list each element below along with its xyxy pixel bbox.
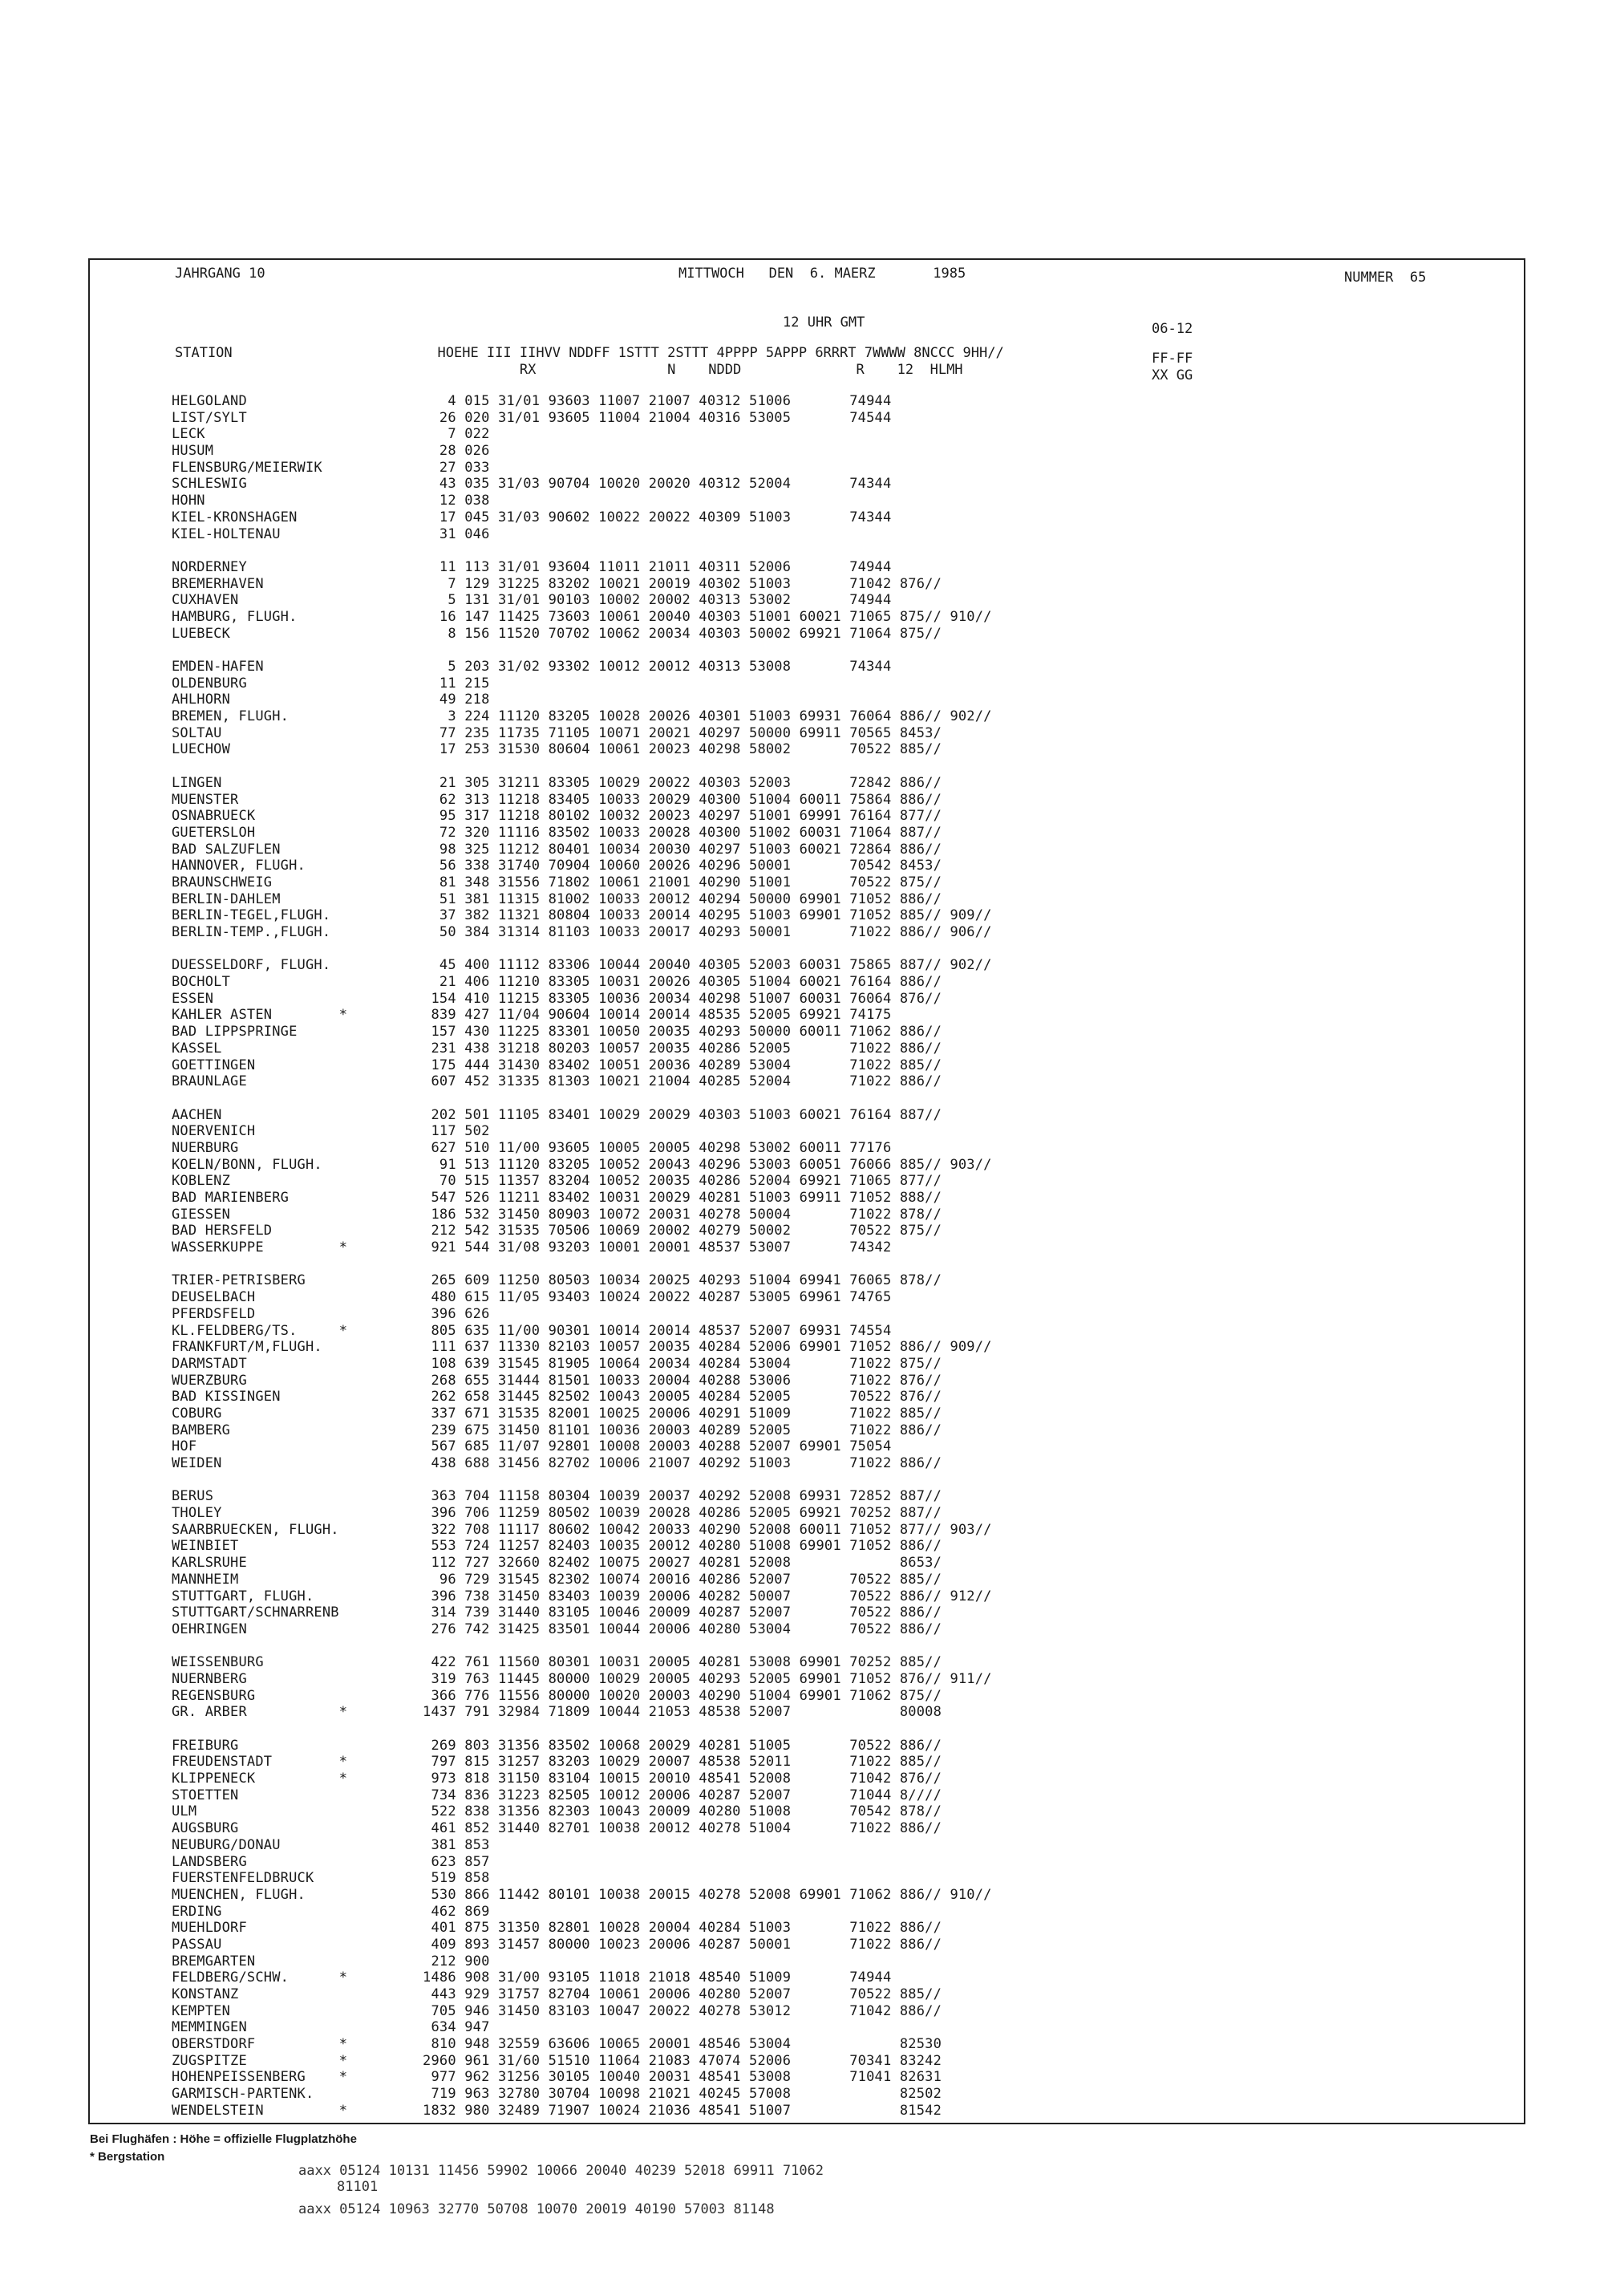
station-row: STOETTEN 734 836 31223 82505 10012 20006 40287 52007 71044 8//// bbox=[172, 1787, 942, 1803]
station-row: SAARBRUECKEN, FLUGH. 322 708 11117 80602 10042 20033 40290 52008 60011 71052 877// 903// bbox=[172, 1521, 992, 1538]
station-row: NORDERNEY 11 113 31/01 93604 11011 21011 40311 52006 74944 bbox=[172, 558, 892, 575]
station-row: GARMISCH-PARTENK. 719 963 32780 30704 10098 21021 40245 57008 82502 bbox=[172, 2086, 942, 2103]
station-row: PASSAU 409 893 31457 80000 10023 20006 40287 50001 71022 886// bbox=[172, 1936, 942, 1953]
station-row: STUTTGART, FLUGH. 396 738 31450 83403 10039 20006 40282 50007 70522 886// 912// bbox=[172, 1588, 992, 1604]
station-row: KIEL-KRONSHAGEN 17 045 31/03 90602 10022 20022 40309 51003 74344 bbox=[172, 509, 892, 525]
station-row: OEHRINGEN 276 742 31425 83501 10044 20006 40280 53004 70522 886// bbox=[172, 1621, 942, 1637]
station-row: OLDENBURG 11 215 bbox=[172, 675, 490, 692]
station-row: AHLHORN 49 218 bbox=[172, 692, 490, 708]
station-row: BOCHOLT 21 406 11210 83305 10031 20026 40305 51004 60021 76164 886// bbox=[172, 974, 942, 991]
station-row: WASSERKUPPE * 921 544 31/08 93203 10001 20001 48537 53007 74342 bbox=[172, 1239, 892, 1256]
station-row: MEMMINGEN 634 947 bbox=[172, 2019, 490, 2036]
station-group bbox=[172, 1654, 992, 1721]
station-row: GUETERSLOH 72 320 11116 83502 10033 20028 40300 51002 60031 71064 887// bbox=[172, 824, 942, 841]
station-row: LINGEN 21 305 31211 83305 10029 20022 40303 52003 72842 886// bbox=[172, 774, 942, 791]
station-row: LECK 7 022 bbox=[172, 426, 490, 443]
station-row: MANNHEIM 96 729 31545 82302 10074 20016 40286 52007 70522 885// bbox=[172, 1571, 942, 1588]
station-row: ERDING 462 869 bbox=[172, 1903, 490, 1920]
station-row: BAD KISSINGEN 262 658 31445 82502 10043 20005 40284 52005 70522 876// bbox=[172, 1389, 942, 1406]
station-row: HOHENPEISSENBERG * 977 962 31256 30105 10040 20031 48541 53008 71041 82631 bbox=[172, 2069, 942, 2086]
station-row: HUSUM 28 026 bbox=[172, 443, 490, 460]
synop-code-3: aaxx 05124 10963 32770 50708 10070 20019 40190 57003 81148 bbox=[298, 2201, 775, 2217]
station-group bbox=[172, 1272, 992, 1471]
station-row: KOBLENZ 70 515 11357 83204 10052 20035 40286 52004 69921 71065 877// bbox=[172, 1173, 942, 1190]
station-row: BERLIN-DAHLEM 51 381 11315 81002 10033 20012 40294 50000 69901 71052 886// bbox=[172, 890, 942, 907]
station-row: KL.FELDBERG/TS. * 805 635 11/00 90301 10014 20014 48537 52007 69931 74554 bbox=[172, 1322, 892, 1339]
synop-code-2: 81101 bbox=[337, 2179, 379, 2195]
station-row: BAD LIPPSPRINGE 157 430 11225 83301 10050 20035 40293 50000 60011 71062 886// bbox=[172, 1024, 942, 1041]
station-row: GIESSEN 186 532 31450 80903 10072 20031 40278 50004 71022 878// bbox=[172, 1206, 942, 1223]
station-row: MUENCHEN, FLUGH. 530 866 11442 80101 10038 20015 40278 52008 69901 71062 886// 910// bbox=[172, 1886, 992, 1903]
station-row: KEMPTEN 705 946 31450 83103 10047 20022 40278 53012 71042 886// bbox=[172, 2002, 942, 2019]
station-group bbox=[172, 1488, 992, 1637]
footnote-mountain: * Bergstation bbox=[90, 2150, 165, 2164]
station-row: KOELN/BONN, FLUGH. 91 513 11120 83205 10052 20043 40296 53003 60051 76066 885// 903// bbox=[172, 1156, 992, 1173]
station-row: HAMBURG, FLUGH. 16 147 11425 73603 10061 20040 40303 51001 60021 71065 875// 910// bbox=[172, 608, 992, 625]
station-row: LIST/SYLT 26 020 31/01 93605 11004 21004 40316 53005 74544 bbox=[172, 409, 892, 426]
station-row: BERLIN-TEGEL,FLUGH. 37 382 11321 80804 10033 20014 40295 51003 69901 71052 885// 909// bbox=[172, 907, 992, 924]
station-row: ZUGSPITZE * 2960 961 31/60 51510 11064 21083 47074 52006 70341 83242 bbox=[172, 2052, 942, 2069]
station-row: AUGSBURG 461 852 31440 82701 10038 20012 40278 51004 71022 886// bbox=[172, 1820, 942, 1837]
station-row: CUXHAVEN 5 131 31/01 90103 10002 20002 40313 53002 74944 bbox=[172, 592, 892, 609]
station-row: DUESSELDORF, FLUGH. 45 400 11112 83306 10044 20040 40305 52003 60031 75865 887// 902// bbox=[172, 957, 992, 974]
column-header-xx: XX GG bbox=[1152, 367, 1193, 383]
station-group bbox=[172, 775, 992, 941]
station-group bbox=[172, 559, 992, 642]
station-row: BREMEN, FLUGH. 3 224 11120 83205 10028 20026 40301 51003 69931 76064 886// 902// bbox=[172, 708, 992, 725]
station-row: HANNOVER, FLUGH. 56 338 31740 70904 10060 20026 40296 50001 70542 8453/ bbox=[172, 858, 942, 874]
station-row: WENDELSTEIN * 1832 980 32489 71907 10024 21036 48541 51007 81542 bbox=[172, 2102, 942, 2119]
station-row: WUERZBURG 268 655 31444 81501 10033 20004 40288 53006 71022 876// bbox=[172, 1372, 942, 1389]
column-header-1: STATION HOEHE III IIHVV NDDFF 1STTT 2STTT 4PPPP 5APPP 6RRRT 7WWWW 8NCCC 9HH// bbox=[175, 345, 1004, 361]
station-row: WEISSENBURG 422 761 11560 80301 10031 20005 40281 53008 69901 70252 885// bbox=[172, 1654, 942, 1671]
station-row: ESSEN 154 410 11215 83305 10036 20034 40298 51007 60031 76064 876// bbox=[172, 990, 942, 1007]
station-row: LUEBECK 8 156 11520 70702 10062 20034 40303 50002 69921 71064 875// bbox=[172, 625, 942, 642]
station-row: KARLSRUHE 112 727 32660 82402 10075 20027 40281 52008 8653/ bbox=[172, 1555, 942, 1572]
station-row: LANDSBERG 623 857 bbox=[172, 1853, 490, 1870]
station-group bbox=[172, 393, 992, 542]
station-row: HOF 567 685 11/07 92801 10008 20003 40288 52007 69901 75054 bbox=[172, 1438, 892, 1455]
station-row: PFERDSFELD 396 626 bbox=[172, 1305, 490, 1322]
footnote-airports: Bei Flughäfen : Höhe = offizielle Flugplatzhöhe bbox=[90, 2132, 357, 2146]
station-row: STUTTGART/SCHNARRENB 314 739 31440 83105 10046 20009 40287 52007 70522 886// bbox=[172, 1604, 942, 1621]
station-group bbox=[172, 1738, 992, 2120]
station-group bbox=[172, 659, 992, 758]
station-row: BAD MARIENBERG 547 526 11211 83402 10031 20029 40281 51003 69911 71052 888// bbox=[172, 1190, 942, 1206]
station-row: KIEL-HOLTENAU 31 046 bbox=[172, 525, 490, 542]
station-row: BREMERHAVEN 7 129 31225 83202 10021 20019 40302 51003 71042 876// bbox=[172, 575, 942, 592]
time-range: 06-12 bbox=[1152, 321, 1193, 337]
station-row: KASSEL 231 438 31218 80203 10057 20035 40286 52005 71022 886// bbox=[172, 1040, 942, 1057]
station-row: COBURG 337 671 31535 82001 10025 20006 40291 51009 71022 885// bbox=[172, 1405, 942, 1422]
station-row: GR. ARBER * 1437 791 32984 71809 10044 21053 48538 52007 80008 bbox=[172, 1704, 942, 1721]
station-row: BRAUNLAGE 607 452 31335 81303 10021 21004 40285 52004 71022 886// bbox=[172, 1073, 942, 1090]
station-row: BRAUNSCHWEIG 81 348 31556 71802 10061 21001 40290 51001 70522 875// bbox=[172, 874, 942, 890]
station-row: EMDEN-HAFEN 5 203 31/02 93302 10012 20012 40313 53008 74344 bbox=[172, 659, 892, 675]
station-group bbox=[172, 957, 992, 1090]
station-row: THOLEY 396 706 11259 80502 10039 20028 40286 52005 69921 70252 887// bbox=[172, 1505, 942, 1522]
station-row: FELDBERG/SCHW. * 1486 908 31/00 93105 11018 21018 48540 51009 74944 bbox=[172, 1969, 892, 1986]
station-row: FLENSBURG/MEIERWIK 27 033 bbox=[172, 459, 490, 476]
station-row: NOERVENICH 117 502 bbox=[172, 1123, 490, 1140]
station-row: HELGOLAND 4 015 31/01 93603 11007 21007 40312 51006 74944 bbox=[172, 393, 892, 409]
column-header-ff: FF-FF bbox=[1152, 351, 1193, 367]
station-row: NUERBURG 627 510 11/00 93605 10005 20005 40298 53002 60011 77176 bbox=[172, 1139, 892, 1156]
station-row: DEUSELBACH 480 615 11/05 93403 10024 20022 40287 53005 69961 74765 bbox=[172, 1289, 892, 1306]
station-row: ULM 522 838 31356 82303 10043 20009 40280 51008 70542 878// bbox=[172, 1803, 942, 1820]
station-row: FRANKFURT/M,FLUGH. 111 637 11330 82103 10057 20035 40284 52006 69901 71052 886// 909// bbox=[172, 1339, 992, 1356]
station-row: TRIER-PETRISBERG 265 609 11250 80503 10034 20025 40293 51004 69941 76065 878// bbox=[172, 1272, 942, 1289]
station-row: BAMBERG 239 675 31450 81101 10036 20003 40289 52005 71022 886// bbox=[172, 1422, 942, 1438]
station-row: KLIPPENECK * 973 818 31150 83104 10015 20010 48541 52008 71042 876// bbox=[172, 1771, 942, 1787]
station-row: GOETTINGEN 175 444 31430 83402 10051 20036 40289 53004 71022 885// bbox=[172, 1057, 942, 1073]
synop-code-1: aaxx 05124 10131 11456 59902 10066 20040 40239 52018 69911 71062 bbox=[298, 2163, 824, 2179]
station-row: BERLIN-TEMP.,FLUGH. 50 384 31314 81103 10033 20017 40293 50001 71022 886// 906// bbox=[172, 924, 992, 940]
issue-date: MITTWOCH DEN 6. MAERZ 1985 bbox=[678, 266, 966, 282]
station-table bbox=[172, 393, 992, 2136]
observation-time: 12 UHR GMT bbox=[783, 314, 865, 331]
station-row: BERUS 363 704 11158 80304 10039 20037 40292 52008 69931 72852 887// bbox=[172, 1488, 942, 1505]
jahrgang-label: JAHRGANG 10 bbox=[175, 266, 265, 282]
station-row: BAD HERSFELD 212 542 31535 70506 10069 20002 40279 50002 70522 875// bbox=[172, 1223, 942, 1239]
issue-number: NUMMER 65 bbox=[1344, 270, 1427, 286]
station-row: HOHN 12 038 bbox=[172, 493, 490, 509]
station-row: FUERSTENFELDBRUCK 519 858 bbox=[172, 1870, 490, 1887]
station-row: MUEHLDORF 401 875 31350 82801 10028 20004 40284 51003 71022 886// bbox=[172, 1920, 942, 1937]
station-row: OBERSTDORF * 810 948 32559 63606 10065 20001 48546 53004 82530 bbox=[172, 2036, 942, 2053]
station-row: KONSTANZ 443 929 31757 82704 10061 20006 40280 52007 70522 885// bbox=[172, 1986, 942, 2002]
station-row: DARMSTADT 108 639 31545 81905 10064 20034 40284 53004 71022 875// bbox=[172, 1355, 942, 1372]
station-row: KAHLER ASTEN * 839 427 11/04 90604 10014 20014 48535 52005 69921 74175 bbox=[172, 1007, 892, 1024]
column-header-2: RX N NDDD R 12 HLMH bbox=[175, 362, 963, 378]
station-row: LUECHOW 17 253 31530 80604 10061 20023 40298 58002 70522 885// bbox=[172, 741, 942, 758]
station-row: BAD SALZUFLEN 98 325 11212 80401 10034 20030 40297 51003 60021 72864 886// bbox=[172, 841, 942, 858]
station-row: SCHLESWIG 43 035 31/03 90704 10020 20020 40312 52004 74344 bbox=[172, 476, 892, 493]
station-row: REGENSBURG 366 776 11556 80000 10020 20003 40290 51004 69901 71062 875// bbox=[172, 1687, 942, 1704]
station-group bbox=[172, 1107, 992, 1256]
station-row: NEUBURG/DONAU 381 853 bbox=[172, 1836, 490, 1853]
station-row: MUENSTER 62 313 11218 83405 10033 20029 40300 51004 60011 75864 886// bbox=[172, 791, 942, 808]
station-row: FREIBURG 269 803 31356 83502 10068 20029 40281 51005 70522 886// bbox=[172, 1737, 942, 1754]
station-row: WEINBIET 553 724 11257 82403 10035 20012 40280 51008 69901 71052 886// bbox=[172, 1538, 942, 1555]
station-row: SOLTAU 77 235 11735 71105 10071 20021 40297 50000 69911 70565 8453/ bbox=[172, 724, 942, 741]
station-row: FREUDENSTADT * 797 815 31257 83203 10029 20007 48538 52011 71022 885// bbox=[172, 1754, 942, 1771]
station-row: OSNABRUECK 95 317 11218 80102 10032 20023 40297 51001 69991 76164 877// bbox=[172, 808, 942, 825]
station-row: NUERNBERG 319 763 11445 80000 10029 20005 40293 52005 69901 71052 876// 911// bbox=[172, 1670, 992, 1687]
station-row: BREMGARTEN 212 900 bbox=[172, 1953, 490, 1969]
station-row: WEIDEN 438 688 31456 82702 10006 21007 40292 51003 71022 886// bbox=[172, 1455, 942, 1471]
station-row: AACHEN 202 501 11105 83401 10029 20029 40303 51003 60021 76164 887// bbox=[172, 1106, 942, 1123]
